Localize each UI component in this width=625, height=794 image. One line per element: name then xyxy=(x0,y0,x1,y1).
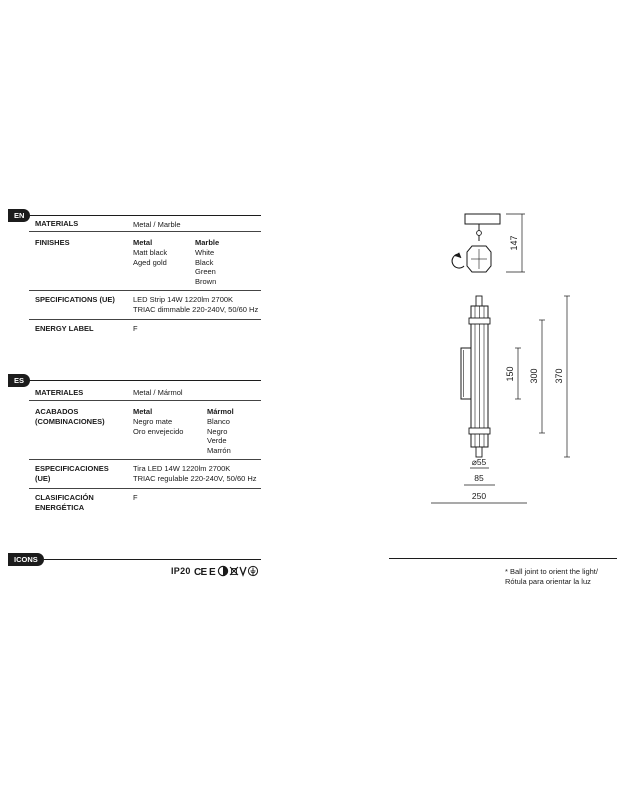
especificaciones-label: ESPECIFICACIONES xyxy=(35,464,109,473)
acabados-label: ACABADOS xyxy=(35,407,79,416)
bottom-cap xyxy=(476,447,482,457)
finish-item: Marrón xyxy=(207,445,231,455)
ball-joint-icon xyxy=(477,231,482,236)
finish-item: Verde xyxy=(207,436,227,445)
wall-plate xyxy=(461,348,471,399)
dimmer-v-icon xyxy=(240,567,246,575)
specs-label: SPECIFICATIONS (UE) xyxy=(35,295,115,304)
dim-370-label: 370 xyxy=(554,368,564,384)
dim-55-label: ⌀55 xyxy=(471,457,487,467)
finishes-label: FINISHES xyxy=(35,238,70,247)
no-household-waste-icon xyxy=(230,567,238,575)
svg-text:E: E xyxy=(200,567,208,577)
section-rule-icons xyxy=(44,559,261,560)
ce-mark-icon xyxy=(194,567,208,577)
section-tag-icons: ICONS xyxy=(8,553,44,566)
clasificacion-label: CLASIFICACIÓN xyxy=(35,493,94,502)
row-divider xyxy=(29,231,261,232)
certification-icons xyxy=(194,565,264,577)
svg-text:C: C xyxy=(194,567,202,577)
acabados-label-sub: (COMBINACIONES) xyxy=(35,417,105,426)
row-divider xyxy=(29,459,261,460)
specs-line: Tira LED 14W 1220lm 2700K xyxy=(133,464,231,473)
clasificacion-label-sub: ENERGÉTICA xyxy=(35,503,85,512)
dim-150-label: 150 xyxy=(505,366,515,382)
ring-band xyxy=(469,428,490,434)
section-tag-en: EN xyxy=(8,209,30,222)
acabados-marble-heading: Mármol xyxy=(207,407,234,416)
finishes-metal-heading: Metal xyxy=(133,238,153,247)
finish-item: Oro envejecido xyxy=(133,426,184,436)
dimmable-icon xyxy=(218,566,227,575)
specs-line: TRIAC dimmable 220-240V, 50/60 Hz xyxy=(133,305,259,314)
materials-value: Metal / Marble xyxy=(133,220,181,229)
materiales-label: MATERIALES xyxy=(35,388,84,397)
ip-rating: IP20 xyxy=(171,566,191,576)
row-divider xyxy=(29,488,261,489)
canopy-plate xyxy=(465,214,500,224)
finish-item: Aged gold xyxy=(133,257,167,267)
section-rule-en xyxy=(29,215,261,216)
top-cap xyxy=(476,296,482,306)
specs-line: TRIAC regulable 220-240V, 50/60 Hz xyxy=(133,474,257,483)
finish-item: White xyxy=(195,248,215,257)
finish-item: Matt black xyxy=(133,248,168,257)
finish-item: Green xyxy=(195,267,216,276)
row-divider xyxy=(29,319,261,320)
svg-text:E: E xyxy=(209,567,216,577)
materials-label: MATERIALS xyxy=(35,219,79,228)
note-rule xyxy=(389,558,617,559)
clasificacion-value: F xyxy=(133,493,138,502)
acabados-metal-heading: Metal xyxy=(133,407,153,416)
ring-band xyxy=(469,318,490,324)
rotate-arrow-icon xyxy=(452,253,464,268)
note-line: * Ball joint to orient the light/ xyxy=(505,567,598,576)
class-1-earth-icon xyxy=(248,566,257,575)
ce-mark-icon xyxy=(209,567,216,577)
dim-85-label: 85 xyxy=(474,473,484,483)
dim-300-label: 300 xyxy=(529,368,539,384)
dim-147-label: 147 xyxy=(509,235,519,251)
materiales-value: Metal / Mármol xyxy=(133,388,183,397)
finish-item: Negro mate xyxy=(133,417,173,426)
especificaciones-label-sub: (UE) xyxy=(35,474,51,483)
energy-value: F xyxy=(133,324,138,333)
finish-item: Brown xyxy=(195,276,217,286)
specs-line: LED Strip 14W 1220lm 2700K xyxy=(133,295,234,304)
row-divider xyxy=(29,400,261,401)
finishes-marble-heading: Marble xyxy=(195,238,220,247)
section-tag-es: ES xyxy=(8,374,30,387)
row-divider xyxy=(29,290,261,291)
dim-250-label: 250 xyxy=(471,491,487,501)
finish-item: Blanco xyxy=(207,417,230,426)
technical-drawing xyxy=(420,205,580,510)
note-line: Rótula para orientar la luz xyxy=(505,577,591,586)
section-rule-es xyxy=(29,380,261,381)
energy-label: ENERGY LABEL xyxy=(35,324,94,333)
finish-item: Negro xyxy=(207,426,228,436)
finish-item: Black xyxy=(195,257,214,267)
